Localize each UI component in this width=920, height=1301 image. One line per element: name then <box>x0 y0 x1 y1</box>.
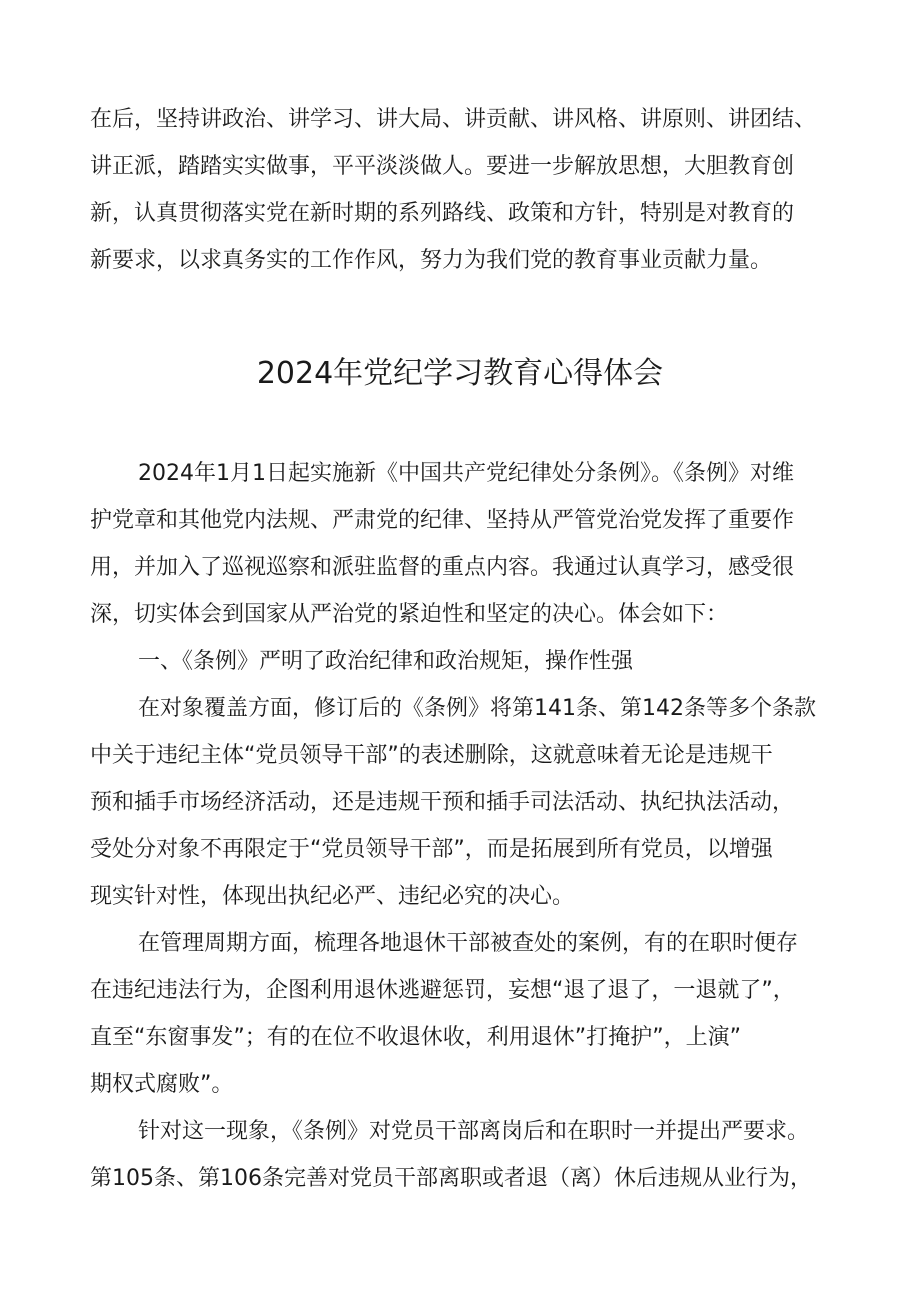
intro-paragraph <box>90 96 842 284</box>
text-line: 针对这一现象，《条例》对党员干部离岗后和在职时一并提出严要求。 <box>138 1119 810 1144</box>
text-line: 中关于违纪主体“党员领导干部”的表述删除，这就意味着无论是违规干 <box>90 743 773 768</box>
text-line: 第105条、第106条完善对党员干部离职或者退（离）休后违规从业行为， <box>90 1166 812 1191</box>
text-line: 在违纪违法行为，企图利用退休逃避惩罚，妄想“退了退了，一退就了”， <box>90 978 795 1003</box>
text-line: 期权式腐败”。 <box>90 1072 234 1097</box>
text-line: 讲正派，踏踏实实做事，平平淡淡做人。要进一步解放思想，大胆教育创 <box>90 154 795 179</box>
text-line: 预和插手市场经济活动，还是违规干预和插手司法活动、执纪执法活动， <box>90 790 795 815</box>
text-line: 直至“东窗事发”；有的在位不收退休收，利用退休”打掩护”，上演” <box>90 1025 741 1050</box>
text-line: 在对象覆盖方面，修订后的《条例》将第141条、第142条等多个条款 <box>138 696 816 721</box>
text-line: 现实针对性，体现出执纪必严、违纪必究的决心。 <box>90 884 575 909</box>
body-text <box>90 450 842 1202</box>
text-line: 用，并加入了巡视巡察和派驻监督的重点内容。我通过认真学习，感受很 <box>90 555 795 580</box>
text-line: 新要求，以求真务实的工作作风，努力为我们党的教育事业贡献力量。 <box>90 248 773 273</box>
document-title: 2024年党纪学习教育心得体会 <box>256 356 664 391</box>
text-line: 深，切实体会到国家从严治党的紧迫性和坚定的决心。体会如下： <box>90 602 729 627</box>
text-line: 在管理周期方面，梳理各地退休干部被查处的案例，有的在职时便存 <box>138 931 799 956</box>
text-line: 2024年1月1日起实施新《中国共产党纪律处分条例》。《条例》对维 <box>138 461 794 486</box>
text-line: 护党章和其他党内法规、严肃党的纪律、坚持从严管党治党发挥了重要作 <box>90 508 795 533</box>
section-heading: 一、《条例》严明了政治纪律和政治规矩，操作性强 <box>138 649 634 674</box>
text-line: 在后，坚持讲政治、讲学习、讲大局、讲贡献、讲风格、讲原则、讲团结、 <box>90 107 817 132</box>
text-line: 受处分对象不再限定于“党员领导干部”，而是拓展到所有党员，以增强 <box>90 837 773 862</box>
text-line: 新，认真贯彻落实党在新时期的系列路线、政策和方针，特别是对教育的 <box>90 201 795 226</box>
